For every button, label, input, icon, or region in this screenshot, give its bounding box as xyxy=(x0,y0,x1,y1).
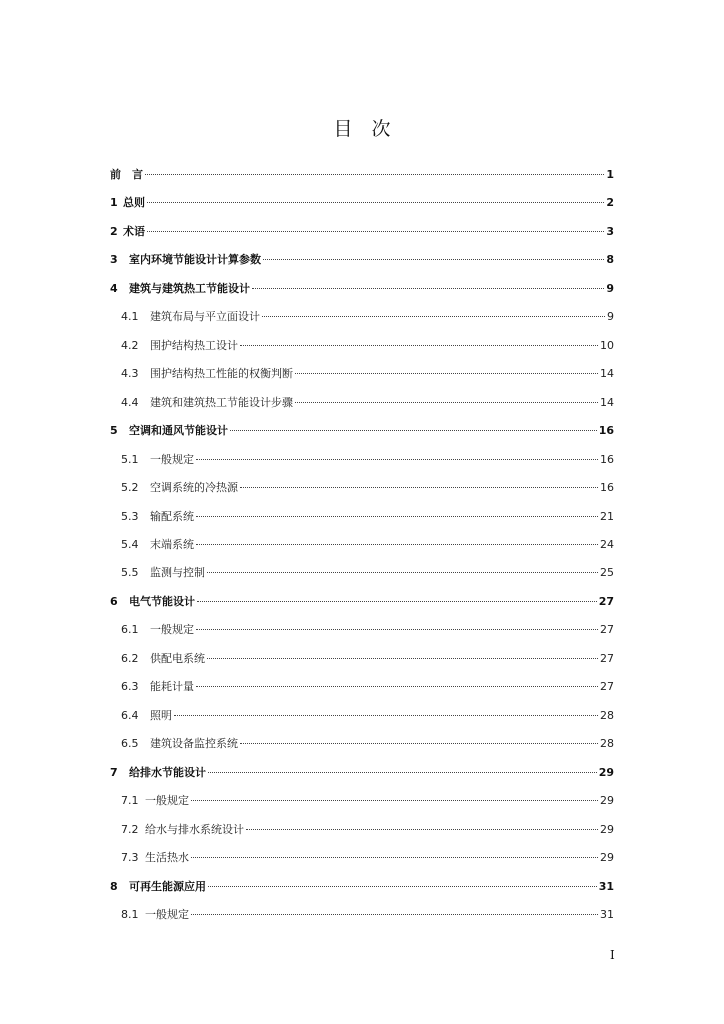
toc-entry-page: 8 xyxy=(606,253,614,266)
toc-entry-page: 14 xyxy=(600,396,614,409)
toc-entry-label: 一般规定 xyxy=(145,908,189,921)
dot-leader xyxy=(196,516,598,517)
dot-leader xyxy=(240,345,598,346)
dot-leader xyxy=(208,772,597,773)
toc-entry-page: 29 xyxy=(600,823,614,836)
dot-leader xyxy=(295,402,598,403)
toc-entry-number: 6.4 xyxy=(121,709,139,722)
toc-entry-page: 31 xyxy=(600,908,614,921)
toc-entry-label: 给排水节能设计 xyxy=(129,766,206,779)
toc-entry-label: 监测与控制 xyxy=(150,566,205,579)
toc-subentry[interactable] xyxy=(121,565,614,581)
page-title: 目 次 xyxy=(333,118,391,140)
dot-leader xyxy=(263,259,604,260)
toc-entry-label: 供配电系统 xyxy=(150,652,205,665)
toc-entry-page: 10 xyxy=(600,339,614,352)
toc-entry-label: 生活热水 xyxy=(145,851,189,864)
toc-entry-label: 建筑与建筑热工节能设计 xyxy=(129,282,250,295)
dot-leader xyxy=(252,288,604,289)
toc-entry-page: 31 xyxy=(598,880,614,893)
dot-leader xyxy=(196,459,598,460)
toc-subentry[interactable] xyxy=(121,338,614,354)
toc-entry-page: 27 xyxy=(600,680,614,693)
toc-entry-label: 建筑布局与平立面设计 xyxy=(150,310,260,323)
toc-entry-label: 空调和通风节能设计 xyxy=(129,424,228,437)
toc-subentry[interactable] xyxy=(121,509,614,525)
toc-entry-number: 5 xyxy=(110,424,118,437)
toc-entry-page: 14 xyxy=(600,367,614,380)
toc-entry-label: 总则 xyxy=(123,196,145,209)
toc-entry-label: 末端系统 xyxy=(150,538,194,551)
toc-entry-page: 16 xyxy=(600,481,614,494)
dot-leader xyxy=(207,572,598,573)
toc-entry-page: 9 xyxy=(607,310,614,323)
toc-entry-page: 2 xyxy=(606,196,614,209)
toc-entry-label: 照明 xyxy=(150,709,172,722)
toc-entry[interactable] xyxy=(110,252,614,268)
toc-entry-label: 给水与排水系统设计 xyxy=(145,823,244,836)
dot-leader xyxy=(174,715,598,716)
dot-leader xyxy=(230,430,597,431)
toc-entry-number: 7.3 xyxy=(121,851,139,864)
toc-entry-label: 一般规定 xyxy=(150,453,194,466)
dot-leader xyxy=(240,487,598,488)
toc-entry-number: 5.3 xyxy=(121,510,139,523)
toc-subentry[interactable] xyxy=(121,537,614,553)
toc-entry-page: 27 xyxy=(598,595,614,608)
toc-subentry[interactable] xyxy=(121,651,614,667)
page-number: I xyxy=(610,948,615,962)
toc-subentry[interactable] xyxy=(121,622,614,638)
toc-entry-number: 7 xyxy=(110,766,118,779)
toc-entry-number: 3 xyxy=(110,253,118,266)
toc-entry-number: 6.5 xyxy=(121,737,139,750)
toc-entry-number: 6.3 xyxy=(121,680,139,693)
toc-subentry[interactable] xyxy=(121,736,614,752)
dot-leader xyxy=(191,857,598,858)
toc-subentry[interactable] xyxy=(121,366,614,382)
toc-entry-page: 21 xyxy=(600,510,614,523)
toc-entry-page: 27 xyxy=(600,623,614,636)
toc-entry-page: 29 xyxy=(598,766,614,779)
toc-subentry[interactable] xyxy=(121,708,614,724)
toc-entry-number: 5.4 xyxy=(121,538,139,551)
toc-entry-number: 1 xyxy=(110,196,118,209)
toc-entry-number: 5.1 xyxy=(121,453,139,466)
toc-entry-page: 27 xyxy=(600,652,614,665)
dot-leader xyxy=(191,800,598,801)
toc-entry-label: 室内环境节能设计计算参数 xyxy=(129,253,261,266)
dot-leader xyxy=(147,231,604,232)
toc-subentry[interactable] xyxy=(121,309,614,325)
dot-leader xyxy=(147,202,604,203)
dot-leader xyxy=(196,629,598,630)
dot-leader xyxy=(246,829,598,830)
toc-entry-page: 1 xyxy=(606,168,614,181)
toc-entry-page: 9 xyxy=(606,282,614,295)
toc-entry-label: 空调系统的冷热源 xyxy=(150,481,238,494)
dot-leader xyxy=(145,174,604,175)
toc-entry-page: 28 xyxy=(600,737,614,750)
toc-entry[interactable] xyxy=(110,879,614,895)
toc-entry-label: 术语 xyxy=(123,225,145,238)
dot-leader xyxy=(295,373,598,374)
toc-entry[interactable] xyxy=(110,594,614,610)
toc-subentry[interactable] xyxy=(121,850,614,866)
toc-entry-number: 4.1 xyxy=(121,310,139,323)
toc-entry[interactable] xyxy=(110,765,614,781)
toc-entry-label: 一般规定 xyxy=(145,794,189,807)
toc-entry-page: 29 xyxy=(600,794,614,807)
toc-entry-number: 6.2 xyxy=(121,652,139,665)
toc-subentry[interactable] xyxy=(121,793,614,809)
toc-entry-number: 5.2 xyxy=(121,481,139,494)
toc-entry-label: 一般规定 xyxy=(150,623,194,636)
toc-entry-number: 4.4 xyxy=(121,396,139,409)
toc-entry-number: 8.1 xyxy=(121,908,139,921)
toc-subentry[interactable] xyxy=(121,822,614,838)
toc-subentry[interactable] xyxy=(121,480,614,496)
toc-entry-number: 4 xyxy=(110,282,118,295)
toc-entry-number: 2 xyxy=(110,225,118,238)
dot-leader xyxy=(197,601,597,602)
toc-subentry[interactable] xyxy=(121,395,614,411)
dot-leader xyxy=(196,544,598,545)
toc-entry-page: 16 xyxy=(600,453,614,466)
dot-leader xyxy=(207,658,598,659)
toc-entry-number: 7.2 xyxy=(121,823,139,836)
toc-entry-label: 输配系统 xyxy=(150,510,194,523)
toc-entry-preface[interactable] xyxy=(110,167,614,183)
toc-entry-page: 29 xyxy=(600,851,614,864)
toc-entry[interactable] xyxy=(110,423,614,439)
toc-entry-label: 围护结构热工性能的权衡判断 xyxy=(150,367,293,380)
toc-entry[interactable] xyxy=(110,224,614,240)
toc-entry-label: 能耗计量 xyxy=(150,680,194,693)
dot-leader xyxy=(240,743,598,744)
dot-leader xyxy=(262,316,605,317)
dot-leader xyxy=(191,914,598,915)
toc-subentry[interactable] xyxy=(121,679,614,695)
toc-entry-label: 围护结构热工设计 xyxy=(150,339,238,352)
toc-entry-page: 16 xyxy=(598,424,614,437)
toc-entry-number: 7.1 xyxy=(121,794,139,807)
toc-entry[interactable] xyxy=(110,195,614,211)
toc-entry-number: 4.2 xyxy=(121,339,139,352)
toc-entry[interactable] xyxy=(110,281,614,297)
toc-entry-page: 24 xyxy=(600,538,614,551)
toc-entry-number: 5.5 xyxy=(121,566,139,579)
dot-leader xyxy=(208,886,597,887)
toc-entry-page: 3 xyxy=(606,225,614,238)
toc-entry-label: 电气节能设计 xyxy=(129,595,195,608)
toc-entry-page: 25 xyxy=(600,566,614,579)
dot-leader xyxy=(196,686,598,687)
toc-entry-number: 6.1 xyxy=(121,623,139,636)
toc-subentry[interactable] xyxy=(121,907,614,923)
toc-entry-label: 可再生能源应用 xyxy=(129,880,206,893)
toc-entry-label: 建筑和建筑热工节能设计步骤 xyxy=(150,396,293,409)
toc-entry-number: 前 言 xyxy=(110,168,143,181)
toc-entry-number: 6 xyxy=(110,595,118,608)
toc-entry-page: 28 xyxy=(600,709,614,722)
toc-subentry[interactable] xyxy=(121,452,614,468)
toc-entry-number: 4.3 xyxy=(121,367,139,380)
toc-entry-label: 建筑设备监控系统 xyxy=(150,737,238,750)
toc-entry-number: 8 xyxy=(110,880,118,893)
